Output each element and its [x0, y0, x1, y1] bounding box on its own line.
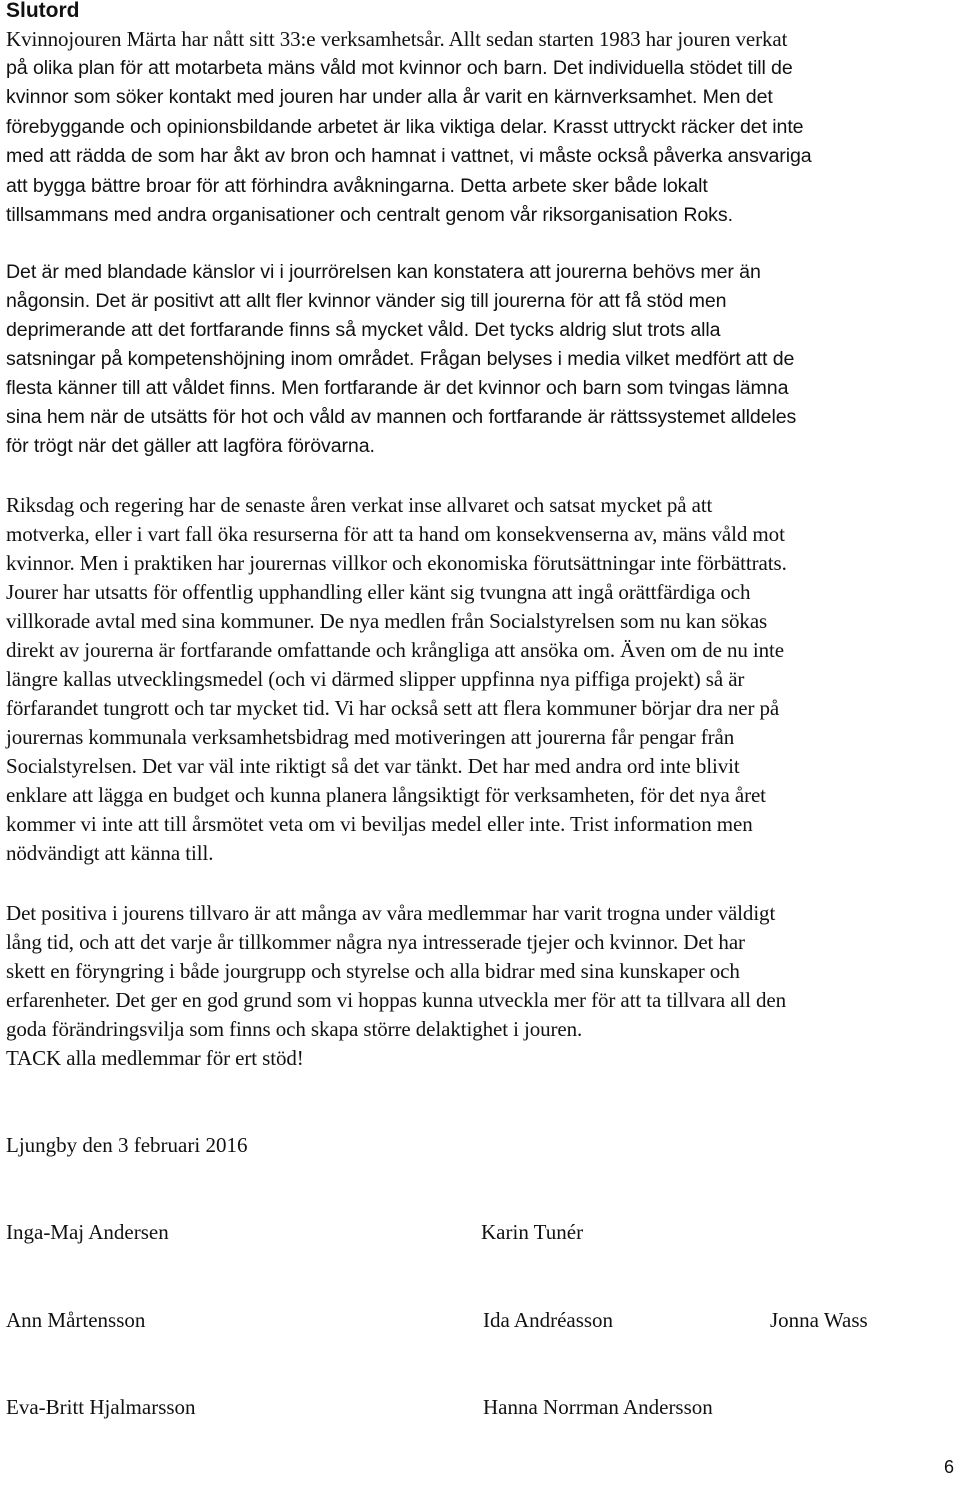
- text-line: Det är med blandade känslor vi i jourrörelsen kan konstatera att jourerna behövs mer än: [6, 261, 761, 283]
- text-line: Riksdag och regering har de senaste åren verkat inse allvaret och satsat mycket på att: [6, 493, 713, 517]
- section-heading: Slutord: [6, 0, 80, 22]
- text-fragment: förebyggande och opinionsbildande arbetet är lika viktiga delar.: [6, 116, 548, 138]
- text-line: tillsammans med andra organisationer och centralt genom vår riksorganisation Roks.: [6, 204, 733, 226]
- text-line: erfarenheter. Det ger en god grund som vi hoppas kunna utveckla mer för att ta tillvara all den: [6, 988, 787, 1012]
- text-line: för trögt när det gäller att lagföra förövarna.: [6, 435, 375, 457]
- signature-name: Inga-Maj Andersen: [6, 1220, 169, 1244]
- signature-name: Ida Andréasson: [483, 1308, 614, 1332]
- text-line: Jourer har utsatts för offentlig upphandling eller känt sig tvungna att ingå orättfärdiga och: [6, 580, 751, 604]
- text-line: skett en föryngring i både jourgrupp och styrelse och alla bidrar med sina kunskaper och: [6, 959, 740, 983]
- text-line: kvinnor. Men i praktiken har jourernas villkor och ekonomiska förutsättningar inte förbättrats.: [6, 551, 787, 575]
- text-line: satsningar på kompetenshöjning inom området. Frågan belyses i media vilket medfört att de: [6, 348, 795, 370]
- paragraph-positive: [6, 899, 958, 1073]
- text-line: [6, 171, 958, 201]
- text-line: någonsin. Det är positivt att allt fler kvinnor vänder sig till jourerna för att få stöd men: [6, 290, 727, 312]
- text-line: kommer vi inte att till årsmötet veta om vi beviljas medel eller inte. Trist information men: [6, 812, 753, 836]
- text-line: lång tid, och att det varje år tillkommer några nya intresserade tjejer och kvinnor. Det har: [6, 930, 745, 954]
- text-line: förfarandet tungrott och tar mycket tid. Vi har också sett att flera kommuner börjar dra ner på: [6, 696, 780, 720]
- text-line: Socialstyrelsen. Det var väl inte riktigt så det var tänkt. Det har med andra ord inte blivit: [6, 754, 740, 778]
- text-fragment: Krasst uttryckt räcker det inte: [547, 116, 804, 138]
- text-line: villkorade avtal med sina kommuner. De nya medlen från Socialstyrelsen som nu kan sökas: [6, 609, 768, 633]
- text-line: med att rädda de som har åkt av bron och hamnat i vattnet, vi måste också påverka ansvariga: [6, 145, 812, 167]
- text-line: Det positiva i jourens tillvaro är att många av våra medlemmar har varit trogna under väldigt: [6, 901, 776, 925]
- text-line: flesta känner till att våldet finns. Men fortfarande är det kvinnor och barn som tvingas lämna: [6, 377, 789, 399]
- signature-name: Eva-Britt Hjalmarsson: [6, 1395, 196, 1419]
- text-line: direkt av jourerna är fortfarande omfattande och krångliga att ansöka om. Även om de nu inte: [6, 638, 785, 662]
- paragraph-intro: [6, 25, 958, 230]
- signature-name: Hanna Norrman Andersson: [483, 1395, 713, 1419]
- signature-name: Ann Mårtensson: [6, 1308, 146, 1332]
- text-line: jourernas kommunala verksamhetsbidrag med motiveringen att jourerna får pengar från: [6, 725, 735, 749]
- paragraph-feelings: [6, 258, 958, 461]
- text-fragment: att bygga bättre broar för att förhindra avåkningarna.: [6, 175, 455, 197]
- text-line: enklare att lägga en budget och kunna planera långsiktigt för verksamheten, för det nya året: [6, 783, 766, 807]
- signature-name: Karin Tunér: [481, 1220, 584, 1244]
- text-line: sina hem när de utsätts för hot och våld av mannen och fortfarande är rättssystemet alldeles: [6, 406, 797, 428]
- text-line: goda förändringsvilja som finns och skapa större delaktighet i jouren.: [6, 1017, 583, 1041]
- text-line: motverka, eller i vart fall öka resurserna för att ta hand om konsekvenserna av, mäns våld mot: [6, 522, 785, 546]
- page-number: 6: [943, 1457, 954, 1477]
- date-line: Ljungby den 3 februari 2016: [6, 1133, 248, 1157]
- text-fragment: Detta arbete sker både lokalt: [454, 175, 708, 197]
- signature-name: Jonna Wass: [770, 1308, 868, 1332]
- text-line: kvinnor som söker kontakt med jouren har under alla år varit en kärnverksamhet. Men det: [6, 86, 773, 108]
- text-line: på olika plan för att motarbeta mäns våld mot kvinnor och barn. Det individuella stödet till de: [6, 57, 793, 79]
- text-line: Kvinnojouren Märta har nått sitt 33:e verksamhetsår. Allt sedan starten 1983 har jouren verkat: [6, 27, 788, 51]
- paragraph-government: [6, 491, 958, 868]
- text-line: [6, 112, 958, 142]
- text-line: längre kallas utvecklingsmedel (och vi därmed slipper uppfinna nya piffiga projekt) så är: [6, 667, 745, 691]
- text-line: deprimerande att det fortfarande finns så mycket våld. Det tycks aldrig slut trots alla: [6, 319, 721, 341]
- text-line: nödvändigt att känna till.: [6, 841, 214, 865]
- text-line: TACK alla medlemmar för ert stöd!: [6, 1046, 304, 1070]
